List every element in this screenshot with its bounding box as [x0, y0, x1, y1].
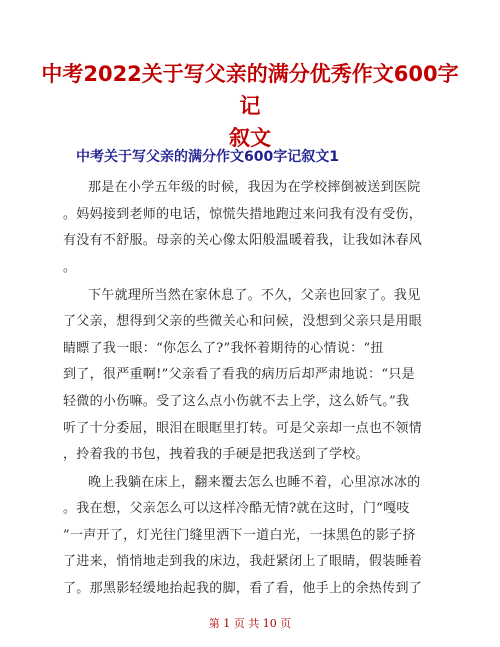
body-line: 那是在小学五年级的时候，我因为在学校摔倒被送到医院 [88, 180, 421, 195]
section-heading: 中考关于写父亲的满分作文600字记叙文1 [76, 149, 339, 165]
body-line: 睛瞟了我一眼：“你怎么了?”我怀着期待的心情说：“扭 [63, 341, 384, 356]
body-line: 到了，很严重啊!”父亲看了看我的病历后却严肃地说：“只是 [63, 367, 415, 382]
body-line: 。妈妈接到老师的电话，惊慌失措地跑过来问我有没有受伤， [63, 207, 423, 222]
body-line: ”一声开了，灯光往门缝里洒下一道白光，一抹黑色的影子挤 [63, 528, 416, 543]
body-line: 。我在想，父亲怎么可以这样冷酷无情?就在这时，门“嘎吱 [63, 501, 410, 516]
body-line: 晚上我躺在床上，翻来覆去怎么也睡不着，心里凉冰冰的 [88, 475, 421, 490]
body-line: 了。那黑影轻缓地抬起我的脚，看了看，他手上的余热传到了 [63, 581, 423, 596]
page-number-footer: 第 1 页 共 10 页 [208, 617, 292, 630]
body-line: 了进来，悄悄地走到我的床边，我赶紧闭上了眼睛，假装睡着 [63, 554, 423, 569]
document-title-line-1: 中考2022关于写父亲的满分优秀作文600字记 [41, 62, 459, 118]
body-line: 了父亲，想得到父亲的些微关心和问候，没想到父亲只是用眼 [63, 314, 423, 329]
body-line: 轻微的小伤嘛。受了这么点小伤就不去上学，这么娇气。”我 [63, 394, 410, 409]
body-line: 有没有不舒服。母亲的关心像太阳般温暖着我，让我如沐春风 [63, 233, 423, 248]
document-title-line-2: 叙文 [229, 126, 271, 150]
body-line: ，拎着我的书包，拽着我的手硬是把我送到了学校。 [63, 447, 369, 462]
body-line: 听了十分委屈，眼泪在眼眶里打转。可是父亲却一点也不领情 [63, 421, 423, 436]
document-title [40, 58, 460, 154]
body-line: 下午就理所当然在家休息了。不久，父亲也回家了。我见 [88, 288, 421, 303]
body-line: 。 [63, 260, 77, 275]
